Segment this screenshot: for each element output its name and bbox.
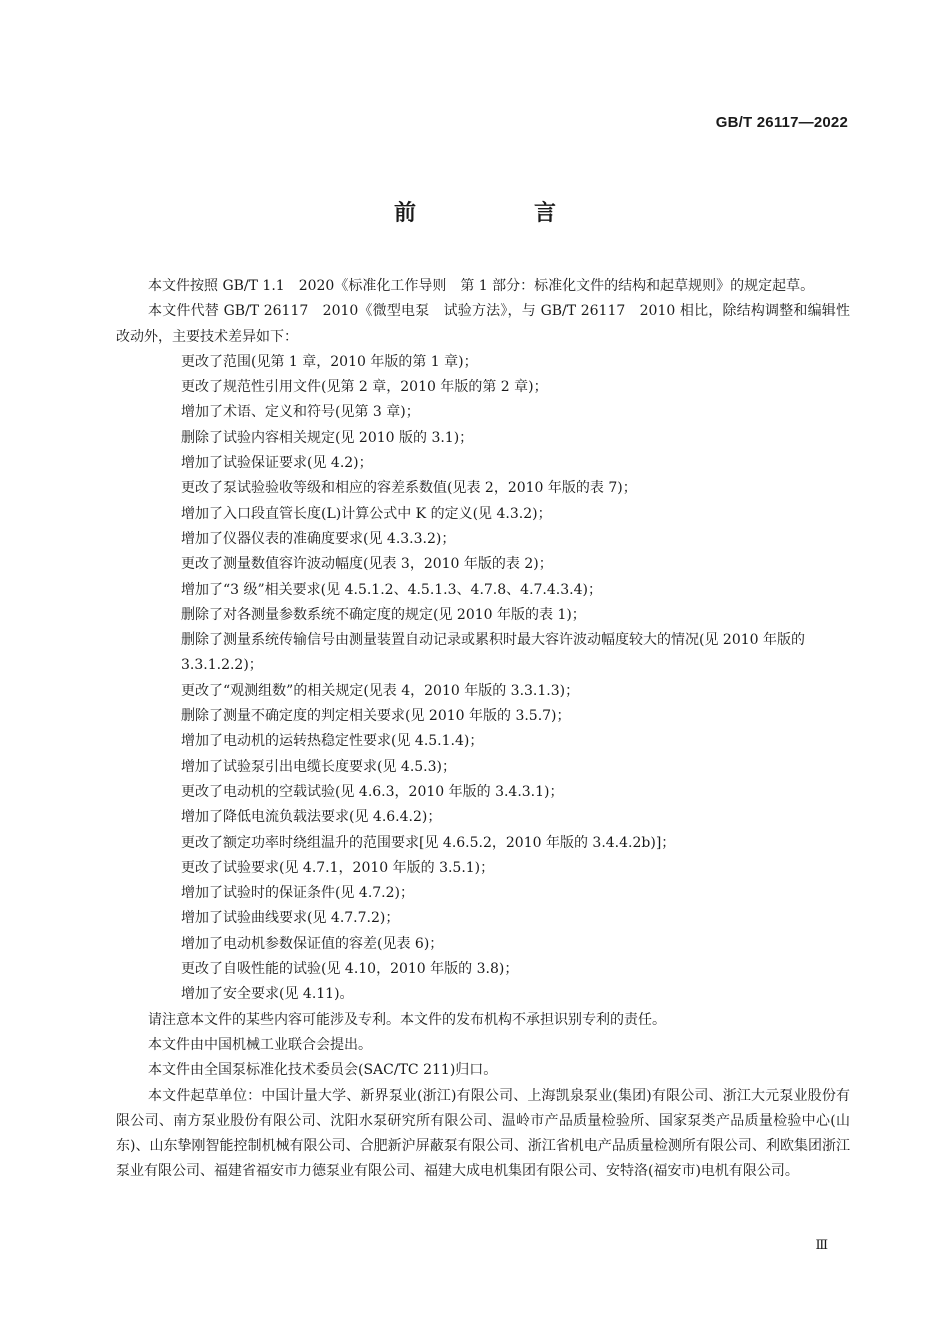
change-list xyxy=(116,350,850,1008)
list-item: 增加了试验保证要求(见 4.2)； xyxy=(181,455,373,472)
list-item: 增加了电动机的运转热稳定性要求(见 4.5.1.4)； xyxy=(181,733,484,750)
list-item: 增加了电动机参数保证值的容差(见表 6)； xyxy=(181,935,444,952)
page-title: 前 言 xyxy=(393,201,604,226)
list-item: 更改了自吸性能的试验(见 4.10，2010 年版的 3.8)； xyxy=(181,961,519,978)
list-item: 更改了测量数值容许波动幅度(见表 3，2010 年版的表 2)； xyxy=(181,556,553,573)
paragraph-committee: 本文件由全国泵标准化技术委员会(SAC/TC 211)归口。 xyxy=(148,1062,498,1079)
list-item: 增加了仪器仪表的准确度要求(见 4.3.3.2)； xyxy=(181,530,456,547)
list-item: 更改了试验要求(见 4.7.1，2010 年版的 3.5.1)； xyxy=(181,859,495,876)
list-item: 更改了泵试验验收等级和相应的容差系数值(见表 2，2010 年版的表 7)； xyxy=(181,480,637,497)
list-item: 更改了额定功率时绕组温升的范围要求[见 4.6.5.2，2010 年版的 3.4.4.2b)]； xyxy=(181,834,676,851)
document-body xyxy=(116,274,850,1185)
list-item: 删除了对各测量参数系统不确定度的规定(见 2010 年版的表 1)； xyxy=(181,606,586,623)
paragraph-drafting-rules: 本文件按照 GB/T 1.1 2020《标准化工作导则 第 1 部分：标准化文件的结构和起草规则》的规定起草。 xyxy=(148,278,815,294)
list-item: 更改了范围(见第 1 章，2010 年版的第 1 章)； xyxy=(181,353,478,370)
standard-number: GB/T 26117—2022 xyxy=(715,114,848,131)
list-item: 更改了电动机的空载试验(见 4.6.3，2010 年版的 3.4.3.1)； xyxy=(181,783,564,800)
list-item: 增加了安全要求(见 4.11)。 xyxy=(181,986,354,1003)
list-item: 增加了“3 级”相关要求(见 4.5.1.2、4.5.1.3、4.7.8、4.7.4.3.4)； xyxy=(181,581,602,598)
list-item: 增加了试验时的保证条件(见 4.7.2)； xyxy=(181,885,414,902)
list-item: 增加了入口段直管长度(L)计算公式中 K 的定义(见 4.3.2)； xyxy=(181,505,552,522)
paragraph-proposer: 本文件由中国机械工业联合会提出。 xyxy=(148,1036,372,1053)
list-item: 删除了测量不确定度的判定相关要求(见 2010 年版的 3.5.7)； xyxy=(181,708,571,725)
paragraph-patent-notice: 请注意本文件的某些内容可能涉及专利。本文件的发布机构不承担识别专利的责任。 xyxy=(148,1011,666,1028)
paragraph-replaces: 本文件代替 GB/T 26117 2010《微型电泵 试验方法》，与 GB/T 26117 2010 相比，除结构调整和编辑性改动外，主要技术差异如下： xyxy=(116,303,850,345)
paragraph-drafting-units: 本文件起草单位：中国计量大学、新界泵业(浙江)有限公司、上海凯泉泵业(集团)有限公司、浙江大元泵业股份有限公司、南方泵业股份有限公司、沈阳水泵研究所有限公司、温岭市产品质量检验所、国家泵类产品质量检验中心(山东)、山东挚刚智能控制机械有限公司、合肥新沪屏蔽泵有限公司、浙江省机电产品质量检测所有限公司、利欧集团浙江泵业有限公司、福建省福安市力德泵业有限公司、福建大成电机集团有限公司、安特洛(福安市)电机有限公司。 xyxy=(116,1087,850,1180)
list-item: 增加了试验泵引出电缆长度要求(见 4.5.3)； xyxy=(181,758,456,775)
list-item: 增加了试验曲线要求(见 4.7.7.2)； xyxy=(181,910,400,927)
list-item: 删除了测量系统传输信号由测量装置自动记录或累积时最大容许波动幅度较大的情况(见 2010 年版的 3.3.1.2.2)； xyxy=(181,632,805,674)
list-item: 更改了“观测组数”的相关规定(见表 4，2010 年版的 3.3.1.3)； xyxy=(181,682,580,699)
list-item: 删除了试验内容相关规定(见 2010 版的 3.1)； xyxy=(181,429,474,446)
list-item: 更改了规范性引用文件(见第 2 章，2010 年版的第 2 章)； xyxy=(181,379,548,396)
list-item: 增加了降低电流负载法要求(见 4.6.4.2)； xyxy=(181,809,442,826)
list-item: 增加了术语、定义和符号(见第 3 章)； xyxy=(181,404,420,421)
page-number: Ⅲ xyxy=(815,1238,828,1253)
